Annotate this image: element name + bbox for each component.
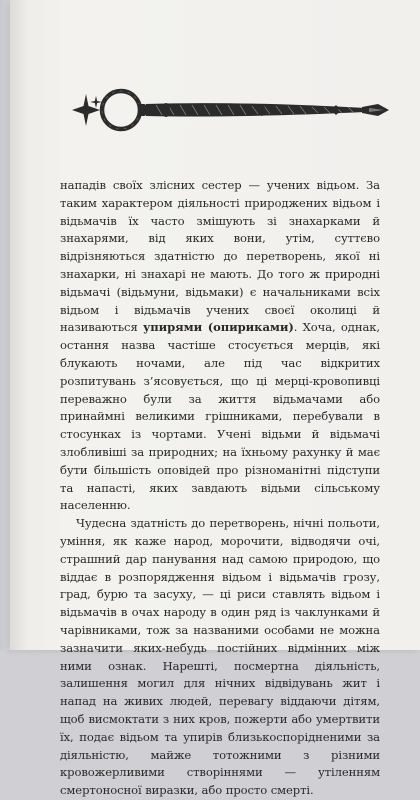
body-text: [60, 177, 380, 800]
paragraph-text-run: Чудесна здатність до перетворень, нічні польоти, уміння, як каже народ, морочити, відводячи очі, страшний дар панування над самою природою, що віддає в розпорядження відьом і відьмачів грозу, град, бурю та засуху, — ці риси ставлять відьом і відьмачів в очах народу в один ряд із чаклунками й чарівниками, тож за названими особами не можна зазначити яких-небудь постійних відмінних між ними ознак. Нарешті, посмертна діяльність, залишення могил для нічних відвідувань жит і напад на живих людей, перевагу віддаючи дітям, щоб висмоктати з них кров, пожерти або умертвити їх, подає відьом та упирів близькоспорідненими за діяльністю, майже тотожними з різними кровожерливими створіннями — утіленням смертоносної виразки, або просто смерті.: [60, 516, 380, 798]
paragraph-text-run: нападів своїх злісних сестер — учених відьом. За таким характером діяльності природжених відьом і відьмачів їх часто змішують зі знахарками й знахарями, від яких вони, утім, суттєво відрізняються здатністю до перетворень, якої ні знахарки, ні знахарі не мають. До того ж природні відьмачі (відьмуни, відьмаки) є начальниками всіх відьом і відьмачів учених своєї околиці й називаються: [60, 178, 380, 335]
key-collar: [138, 104, 146, 116]
key-shaft: [146, 103, 366, 116]
emphasized-text: упирями (опириками): [142, 320, 294, 335]
book-page: [10, 0, 420, 798]
paragraph-text-run: . Хоча, однак, остання назва частіше стосується мерців, які блукають ночами, але під час відкритих розпитувань з’ясовується, що ці мерці-кровопивці переважно були за життя відьмачами або принаймні великими грішниками, перебували в стосунках із чортами. Учені відьми й відьмачі злобливіші за природних; на їхньому рахунку й має бути більшість оповідей про різноманітні підступи та напасті, яких завдають відьми сільському населенню.: [60, 320, 380, 513]
paragraph-1: [60, 177, 380, 515]
key-icon: [66, 66, 396, 166]
paragraph-2: [60, 515, 380, 800]
